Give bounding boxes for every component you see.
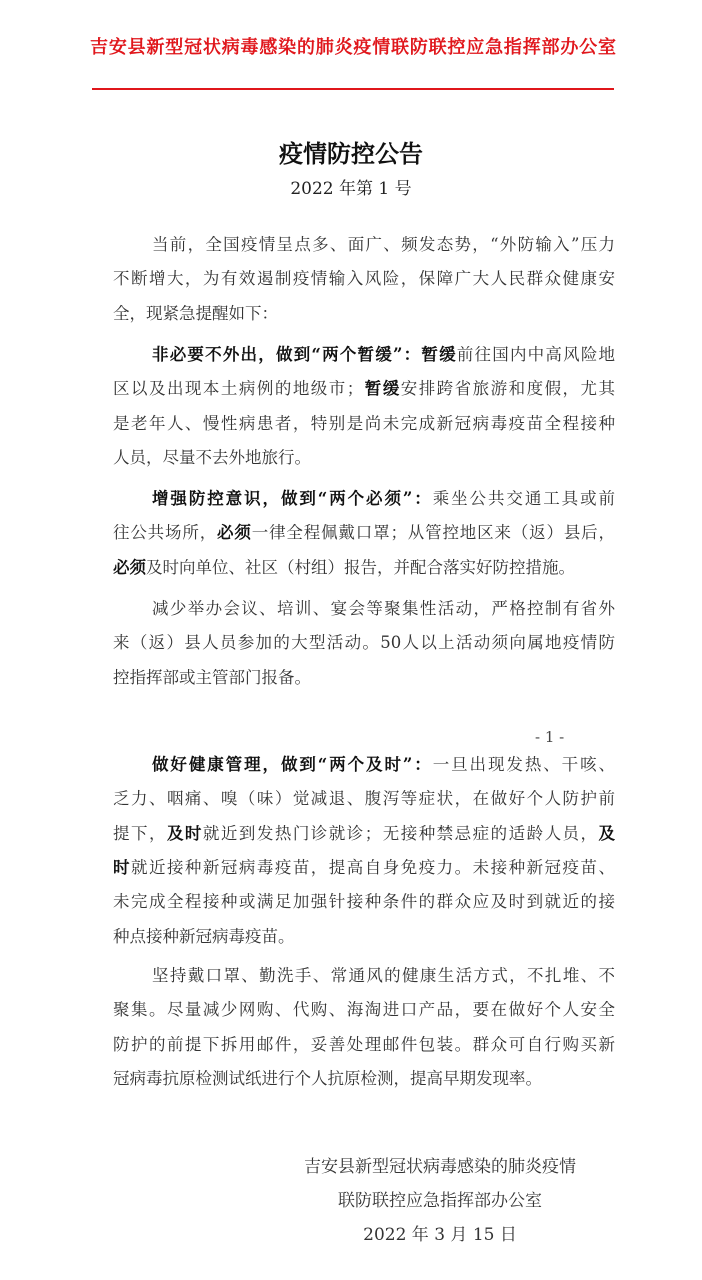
paragraph-line — [113, 521, 615, 545]
document-title: 疫情防控公告 — [279, 140, 423, 168]
text-segment: 人员，尽量不去外地旅行。 — [113, 447, 311, 467]
text-segment: 来（返）县人员参加的大型活动。50人以上活动须向属地疫情防 — [113, 633, 615, 653]
text-segment: 种点接种新冠病毒疫苗。 — [113, 926, 295, 946]
text-segment: 一律全程佩戴口罩；从管控地区来（返）县后， — [251, 523, 616, 543]
bold-text: 及时 — [166, 823, 203, 843]
paragraph-line — [113, 631, 615, 655]
paragraph-line — [113, 412, 615, 436]
paragraph-line — [152, 753, 615, 777]
paragraph-line — [113, 377, 615, 401]
text-segment: 不断增大，为有效遏制疫情输入风险，保障广大人民群众健康安 — [113, 269, 615, 289]
paragraph-line — [113, 787, 615, 811]
paragraph-line — [152, 964, 615, 988]
bold-text: 必须 — [217, 523, 252, 543]
text-segment: 就近接种新冠病毒疫苗，提高自身免疫力。未接种新冠疫苗、 — [130, 857, 616, 877]
paragraph-line — [152, 233, 615, 257]
text-segment: 未完成全程接种或满足加强针接种条件的群众应及时到就近的接 — [113, 892, 615, 912]
bold-text: 增强防控意识，做到“两个必须”： — [152, 489, 433, 508]
text-segment: 区以及出现本土病例的地级市； — [113, 379, 364, 399]
paragraph-line — [113, 1033, 615, 1057]
text-segment: 及时向单位、社区（村组）报告，并配合落实好防控措施。 — [146, 557, 575, 577]
text-segment: 提下， — [113, 823, 167, 843]
issuing-office-header: 吉安县新型冠状病毒感染的肺炎疫情联防联控应急指挥部办公室 — [90, 37, 616, 58]
text-segment: 当前，全国疫情呈点多、面广、频发态势，“外防输入”压力 — [152, 235, 615, 254]
page-number: - 1 - — [535, 728, 565, 746]
paragraph-line — [113, 302, 615, 326]
paragraph-line — [113, 1067, 615, 1091]
paragraph-line — [113, 666, 615, 690]
text-segment: 安排跨省旅游和度假，尤其 — [400, 379, 616, 399]
document-number: 2022 年第 1 号 — [290, 179, 412, 199]
text-segment: 控指挥部或主管部门报备。 — [113, 667, 311, 687]
paragraph-line — [113, 822, 615, 846]
text-segment: 就近到发热门诊就诊；无接种禁忌症的适龄人员， — [202, 823, 599, 843]
header-divider — [92, 88, 614, 90]
paragraph-line — [113, 446, 615, 470]
text-segment: 全，现紧急提醒如下： — [113, 303, 278, 323]
text-segment: 是老年人、慢性病患者，特别是尚未完成新冠病毒疫苗全程接种 — [113, 413, 615, 433]
bold-text: 及 — [598, 823, 616, 843]
paragraph-line — [113, 998, 615, 1022]
text-segment: 减少举办会议、培训、宴会等聚集性活动，严格控制有省外 — [152, 599, 615, 618]
signature-date: 2022 年 3 月 15 日 — [363, 1225, 517, 1245]
bold-text: 暂缓 — [421, 345, 457, 364]
paragraph-line — [113, 925, 615, 949]
bold-text: 做好健康管理，做到“两个及时”： — [152, 755, 433, 774]
paragraph-line — [113, 890, 615, 914]
text-segment: 聚集。尽量减少网购、代购、海淘进口产品，要在做好个人安全 — [113, 1000, 615, 1020]
text-segment: 往公共场所， — [113, 523, 218, 543]
text-segment: 前往国内中高风险地 — [456, 345, 616, 364]
paragraph-line — [152, 487, 615, 511]
bold-text: 必须 — [113, 557, 146, 577]
paragraph-line — [113, 856, 615, 880]
paragraph-line — [152, 597, 615, 621]
paragraph-line — [113, 267, 615, 291]
text-segment: 防护的前提下拆用邮件，妥善处理邮件包装。群众可自行购买新 — [113, 1034, 615, 1054]
bold-text: 时 — [113, 857, 131, 877]
text-segment: 乘坐公共交通工具或前 — [432, 489, 616, 508]
paragraph-line — [113, 556, 615, 580]
text-segment: 坚持戴口罩、勤洗手、常通风的健康生活方式，不扎堆、不 — [152, 966, 615, 985]
text-segment: 冠病毒抗原检测试纸进行个人抗原检测，提高早期发现率。 — [113, 1068, 542, 1088]
bold-text: 暂缓 — [363, 379, 401, 399]
paragraph-line — [152, 343, 615, 367]
signature-org-line2: 联防联控应急指挥部办公室 — [338, 1191, 542, 1211]
text-segment: 一旦出现发热、干咳、 — [432, 755, 616, 774]
text-segment: 乏力、咽痛、嗅（味）觉减退、腹泻等症状，在做好个人防护前 — [113, 789, 615, 809]
bold-text: 非必要不外出，做到“两个暂缓”： — [152, 345, 422, 364]
signature-org-line1: 吉安县新型冠状病毒感染的肺炎疫情 — [304, 1157, 576, 1177]
